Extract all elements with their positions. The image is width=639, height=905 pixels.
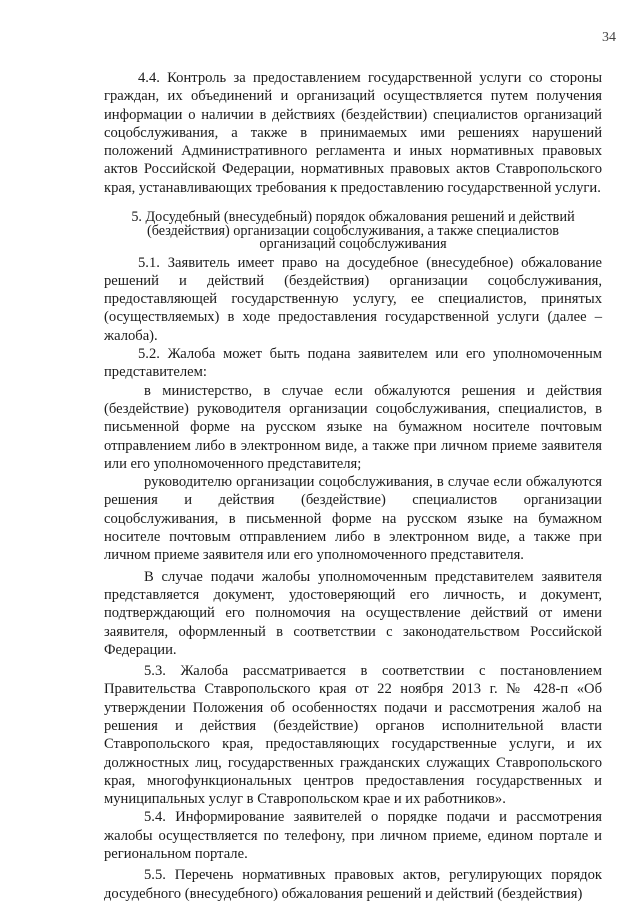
paragraph-5-2-representative: В случае подачи жалобы уполномоченным представителем заявителя представляется документ, удостоверяющий его личность, и документ, подтверждающий его полномочия на осуществление действий от имени заявителя, оформленный в соответствии с законодательством Российской Федерации. bbox=[104, 568, 602, 658]
document-body bbox=[104, 69, 602, 903]
paragraph-5-1: 5.1. Заявитель имеет право на досудебное (внесудебное) обжалование решений и действий (бездействия) организации соцобслуживания, предоставляющей государственную услугу, ее специалистов, принятых (осуществляемых) в ходе предоставления государственной услуги (далее – жалоба). bbox=[104, 254, 602, 344]
paragraph-5-5: 5.5. Перечень нормативных правовых актов, регулирующих порядок досудебного (внесудебного) обжалования решений и действий (бездействия) bbox=[104, 867, 602, 902]
paragraph-5-2-head: руководителю организации соцобслуживания, в случае если обжалуются решения и действия (бездействие) специалистов организации соцобслуживания, в письменной форме на русском языке на бумажном носителе почтовым отправлением либо в электронном виде, а также при личном приеме заявителя или его уполномоченного представителя. bbox=[104, 474, 602, 564]
paragraph-4-4: 4.4. Контроль за предоставлением государственной услуги со стороны граждан, их объединений и организаций осуществляется путем получения информации о наличии в действиях (бездействии) специалистов организаций соцобслуживания, а также в принимаемых ими решениях нарушений положений Административного регламента и иных нормативных правовых актов Российской Федерации, нормативных правовых актов Ставропольского края, устанавливающих требования к предоставлению государственной услуги. bbox=[104, 70, 602, 196]
paragraph-5-2-ministry: в министерство, в случае если обжалуются решения и действия (бездействие) руководителя организации соцобслуживания, специалистов, в письменной форме на русском языке на бумажном носителе почтовым отправлением либо в электронном виде, а также при личном приеме заявителя или его уполномоченного представителя; bbox=[104, 382, 602, 472]
paragraph-5-4: 5.4. Информирование заявителей о порядке подачи и рассмотрения жалобы осуществляется по телефону, при личном приеме, едином портале и региональном портале. bbox=[104, 809, 602, 863]
paragraph-5-2: 5.2. Жалоба может быть подана заявителем или его уполномоченным представителем: bbox=[104, 346, 602, 381]
section-5-heading: 5. Досудебный (внесудебный) порядок обжалования решений и действий (бездействия) организации соцобслуживания, а также специалистов организаций соцобслуживания bbox=[131, 209, 575, 253]
page-number: 34 bbox=[602, 30, 616, 45]
paragraph-5-3: 5.3. Жалоба рассматривается в соответствии с постановлением Правительства Ставропольского края от 22 ноября 2013 г. № 428-п «Об утверждении Положения об особенностях подачи и рассмотрения жалоб на решения и действия (бездействие) органов исполнительной власти Ставропольского края, предоставляющих государственные услуги, и их должностных лиц, государственных гражданских служащих Ставропольского края, многофункциональных центров предоставления государственных и муниципальных услуг в Ставропольском крае и их работников». bbox=[104, 663, 602, 808]
